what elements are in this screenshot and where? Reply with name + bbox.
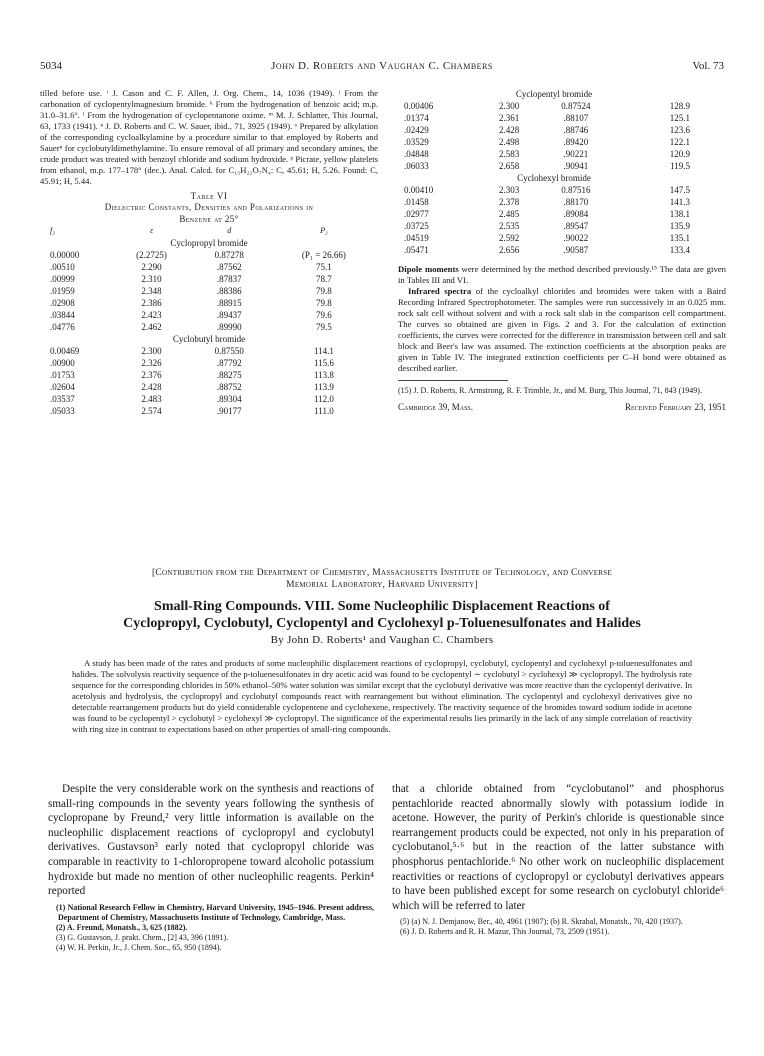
cell-epsilon: 2.428 [498, 125, 520, 135]
article-title-line-2: Cyclopropyl, Cyclobutyl, Cyclopentyl and Cyclohexyl p-Toluenesulfonates and Halides [123, 616, 641, 631]
cell-f2: .02908 [50, 298, 75, 308]
cell-f2: 0.00469 [50, 346, 80, 356]
cell-f2: .01458 [404, 197, 429, 207]
cell-epsilon: 2.583 [498, 149, 520, 159]
cell-epsilon: 2.498 [498, 137, 520, 147]
table-row [40, 249, 378, 261]
cell-d: .89547 [563, 221, 589, 231]
table-row [40, 297, 378, 309]
cell-d: 0.87524 [561, 101, 591, 111]
cell-f2: .01959 [50, 286, 75, 296]
contribution-line-1: [Contribution from the Department of Chemistry, Massachusetts Institute of Technology, and Converse [151, 568, 613, 578]
cell-d: .90221 [563, 149, 589, 159]
cell-epsilon: 2.485 [498, 209, 520, 219]
col-header-epsilon: ε [149, 226, 154, 235]
body-right-column [392, 782, 724, 937]
table-row [40, 273, 378, 285]
cell-f2: .03844 [50, 310, 75, 320]
cell-p2: 114.1 [313, 346, 334, 356]
cell-epsilon: 2.592 [498, 233, 520, 243]
cell-p2: 119.5 [670, 161, 690, 171]
footnote-3: (3) G. Gustavson, J. prakt. Chem., [2] 43, 396 (1891). [56, 932, 229, 942]
footnote-block: tilled before use. ᶦ J. Cason and C. F. Allen, J. Org. Chem., 14, 1036 (1949). ʲ From the carbonation of cyclopentylmagnesium bromide. ᵏ From the hydrogenation of benzoic acid; m.p. 31.0–31.6°. ˡ From the hydrogenation of cyclopentanone oxime. ᵐ M. J. Schlatter, This Journal, 63, 1733 (1941). ⁿ J. D. Roberts and C. W. Sauer, ibid., 71, 3925 (1949). ᵒ Prepared by alkylation of the corresponding cycloalkylamine by a procedure similar to that employed by Roberts and Sauerⁿ for cyclobutyldimethylamine. To ensure removal of all primary and secondary amines, the crude product was treated with benzoyl chloride and sodium hydroxide. ᵖ Picrate, yellow platelets from ethanol, m.p. 177–178° (dec.). Anal. Calcd. for C₁₅H₂₂O₇N₄: C, 45.61; H, 5.26. Found: C, 45.91; H, 5.44. [40, 88, 378, 186]
cell-f2: .01374 [404, 113, 429, 123]
left-upper-column [40, 88, 378, 417]
table-row [404, 148, 704, 160]
cell-d: .90022 [563, 233, 589, 243]
cell-d: .90587 [563, 245, 589, 255]
footnote-5: (5) (a) N. J. Demjanow, Ber., 40, 4961 (1907); (b) R. Skrabal, Monatsh., 70, 420 (1937). [400, 917, 683, 927]
cell-epsilon: 2.361 [498, 113, 520, 123]
table-row [40, 393, 378, 405]
cell-p2: 125.1 [669, 113, 690, 123]
cell-d: .87837 [216, 274, 242, 284]
cell-p2: 123.6 [669, 125, 690, 135]
cell-p2: 79.5 [316, 322, 332, 332]
table-row [404, 232, 704, 244]
cell-p2: 78.7 [316, 274, 332, 284]
cell-epsilon: 2.300 [498, 101, 520, 111]
table-row [404, 208, 704, 220]
cell-d: .90941 [563, 161, 589, 171]
table-row [404, 244, 704, 256]
cell-f2: .02604 [50, 382, 75, 392]
cell-d: .89420 [563, 137, 589, 147]
cell-p2: 122.1 [669, 137, 690, 147]
table-vi-continued [404, 88, 704, 256]
cell-epsilon: 2.535 [498, 221, 520, 231]
cell-f2: .01753 [50, 370, 75, 380]
cell-p2: 113.9 [313, 382, 334, 392]
cell-p2: 79.8 [316, 298, 332, 308]
cell-d: .88752 [216, 382, 242, 392]
cell-d: .88746 [563, 125, 589, 135]
cell-epsilon: 2.303 [498, 185, 520, 195]
footnotes-right [392, 917, 724, 937]
footnotes-left [48, 903, 374, 953]
cell-epsilon: 2.423 [141, 310, 162, 320]
volume-label: Vol. 73 [692, 60, 724, 72]
table-row [40, 357, 378, 369]
cell-epsilon: 2.378 [498, 197, 520, 207]
section-name: Cyclohexyl bromide [517, 173, 591, 183]
table-title-line-1: Dielectric Constants, Densities and Polarizations in [104, 202, 314, 212]
cell-f2: .02429 [404, 125, 429, 135]
cell-p2: 120.9 [669, 149, 690, 159]
cell-epsilon: 2.376 [141, 370, 162, 380]
cell-epsilon: 2.348 [141, 286, 162, 296]
table-vi [40, 225, 378, 417]
right-upper-column [398, 88, 726, 412]
page-number: 5034 [40, 60, 62, 72]
dipole-heading: Dipole moments [398, 264, 459, 274]
cell-epsilon: 2.326 [141, 358, 162, 368]
table-row [40, 321, 378, 333]
cell-p2: 128.9 [669, 101, 690, 111]
cell-f2: .04519 [404, 233, 429, 243]
ir-text: of the cycloalkyl chlorides and bromides were taken with a Baird Recording Infrared Spectrophotometer. The samples were run successively in an 0.025 mm. rock salt cell without solvent and with a rock salt slab in the comparison cell compartment. The curves so obtained are given in Figs. 2 and 3. For the calculation of extinction coefficients, the curves were corrected for the difference in transmission between cell and salt block and Beer's law was assumed. The extinction coefficients at the absorption peaks are given in Table IV. The integrated extinction coefficients per C–H bond were obtained as described earlier. [398, 286, 726, 373]
cell-d: 0.87278 [214, 250, 244, 260]
place-label: Cambridge 39, Mass. [398, 402, 474, 412]
section-header-row [404, 172, 704, 184]
abstract [72, 658, 692, 735]
dipole-text: were determined by the method described previously.¹⁵ The data are given in Tables III and VI. [398, 264, 726, 285]
running-head: John D. Roberts and Vaughan C. Chambers [271, 60, 493, 72]
cell-d: 0.87550 [214, 346, 244, 356]
col-header-p2: P₂ [320, 226, 328, 235]
cell-p2: 115.6 [313, 358, 334, 368]
body-paragraph: that a chloride obtained from “cyclobutanol” and phosphorus pentachloride reacted abnormally slowly with potassium iodide in acetone. However, the purity of Perkin's chloride is questionable since rearrangement products could be expected, not only in his preparation of cyclobutanol,⁵·⁶ but in the reaction of the latter substance with phosphorus pentachloride.⁶ No other work on nucleophilic displacement reactivities or reactions of cyclopropyl or cyclobutyl derivatives appears to have been published except for some research on cyclobutyl chloride⁶ which will be referred to later [392, 783, 724, 912]
table-row [404, 136, 704, 148]
cell-d: .87562 [216, 262, 242, 272]
cell-d: .89437 [216, 310, 242, 320]
cell-p2: (P₁ = 26.66) [301, 250, 346, 260]
cell-p2: 133.4 [669, 245, 690, 255]
cell-p2: 141.3 [669, 197, 690, 207]
running-header [40, 60, 724, 76]
table-title-line-2: Benzene at 25° [179, 214, 239, 224]
table-title [40, 201, 378, 225]
article-title [40, 598, 724, 632]
section-name: Cyclobutyl bromide [172, 334, 246, 344]
footnote-divider [398, 380, 508, 381]
table-row [404, 124, 704, 136]
cell-epsilon: 2.300 [141, 346, 162, 356]
cell-d: .90177 [216, 406, 242, 416]
cell-p2: 113.8 [313, 370, 334, 380]
cell-p2: 147.5 [669, 185, 690, 195]
cell-d: .88107 [563, 113, 589, 123]
cell-f2: .00999 [50, 274, 75, 284]
cell-epsilon: 2.428 [141, 382, 162, 392]
cell-f2: .05033 [50, 406, 75, 416]
cell-f2: .05471 [404, 245, 429, 255]
footnote-2: (2) A. Freund, Monatsh., 3, 625 (1882). [56, 922, 188, 932]
table-row [404, 112, 704, 124]
experimental-footnotes [40, 88, 378, 187]
table-row [404, 220, 704, 232]
cell-epsilon: 2.574 [141, 406, 162, 416]
contribution-line-2: Memorial Laboratory, Harvard University] [286, 580, 478, 590]
cell-f2: 0.00000 [50, 250, 80, 260]
cell-d: .87792 [216, 358, 242, 368]
footnote-6: (6) J. D. Roberts and R. H. Mazur, This Journal, 73, 2509 (1951). [400, 927, 610, 937]
table-row [40, 381, 378, 393]
cell-f2: .00900 [50, 358, 75, 368]
cell-p2: 138.1 [669, 209, 690, 219]
section-header-row [40, 333, 378, 345]
cell-f2: .04776 [50, 322, 75, 332]
col-header-d: d [227, 226, 232, 235]
col-header-f2: f₂ [50, 226, 56, 235]
cell-epsilon: 2.656 [498, 245, 520, 255]
table-caption: Table VI [190, 191, 228, 201]
table-header-row [40, 225, 378, 237]
cell-p2: 112.0 [313, 394, 334, 404]
cell-epsilon: 2.483 [141, 394, 162, 404]
cell-d: .88915 [216, 298, 242, 308]
byline: By John D. Roberts¹ and Vaughan C. Chambers [270, 634, 494, 646]
body-paragraph: Despite the very considerable work on the synthesis and reactions of small-ring compounds in the seventy years following the synthesis of cyclopropane by Freund,² very little information is available on the nucleophilic displacement reactions of cyclopropyl and cyclobutyl derivatives. Gustavson³ early noted that cyclopropyl chloride was comparable in reactivity to 1-chloropropene toward alcoholic potassium hydroxide but made no mention of other nucleophilic reagents. Perkin⁴ reported [48, 783, 374, 898]
cell-p2: 75.1 [316, 262, 332, 272]
ir-heading: Infrared spectra [408, 286, 472, 296]
cell-f2: .03537 [50, 394, 75, 404]
cell-epsilon: 2.462 [141, 322, 162, 332]
table-row [40, 405, 378, 417]
section-header-row [40, 237, 378, 249]
cell-d: .88275 [216, 370, 242, 380]
cell-f2: .03725 [404, 221, 429, 231]
table-row [40, 285, 378, 297]
section-name: Cyclopentyl bromide [515, 89, 593, 99]
cell-epsilon: 2.386 [141, 298, 162, 308]
footnote-1: (1) National Research Fellow in Chemistry, Harvard University, 1945–1946. Present address, Department of Chemistry, Massachusetts Institute of Technology, Cambridge, Mass. [56, 902, 374, 922]
footnote-15: (15) J. D. Roberts, R. Armstrong, R. F. Trimble, Jr., and M. Burg, This Journal, 71, 843 (1949). [398, 386, 702, 395]
table-row [404, 160, 704, 172]
table-row [40, 309, 378, 321]
cell-f2: 0.00406 [404, 101, 434, 111]
received-date: Received February 23, 1951 [624, 402, 726, 412]
cell-epsilon: 2.290 [141, 262, 162, 272]
table-row [40, 261, 378, 273]
article-title-line-1: Small-Ring Compounds. VIII. Some Nucleophilic Displacement Reactions of [154, 599, 610, 614]
contribution-note [40, 567, 724, 591]
table-row [404, 184, 704, 196]
abstract-text: A study has been made of the rates and products of some nucleophilic displacement reactions of cyclopropyl, cyclobutyl, cyclopentyl and cyclohexyl p-toluenesulfonates and halides. The solvolysis reactivity sequence of the p-toluenesulfonates in dry acetic acid was found to be cyclopentyl ∼ cyclobutyl > cyclohexyl ≫ cyclopropyl. The hydrolysis rate sequence for the corresponding chlorides in 50% ethanol–50% water solution was similar except that the cyclobutyl derivative was more reactive than the cyclopentyl derivative. In acetolysis and hydrolysis, the cyclopropyl and cyclobutyl compounds react with rearrangement but without elimination. The cyclopentyl and cyclohexyl derivatives give no detectable rearrangement products but do yield considerable cyclopentene and cyclohexene, respectively. The reactivity sequence of the bromides toward sodium iodide in acetone was found to be cyclopentyl > cyclobutyl > cyclohexyl ≫ cyclopropyl. The significance of the experimental results lies primarily in the lack of any simple correlation of reactivity with ring size in contrast to expectations based on other properties of small-ring compounds. [72, 658, 692, 734]
cell-d: .88170 [563, 197, 589, 207]
cell-epsilon: 2.310 [141, 274, 162, 284]
received-line [398, 402, 726, 412]
cell-f2: .04848 [404, 149, 429, 159]
cell-p2: 111.0 [314, 406, 334, 416]
table-row [40, 345, 378, 357]
table-row [404, 100, 704, 112]
dipole-paragraph [398, 264, 726, 374]
cell-epsilon: (2.2725) [136, 250, 167, 260]
cell-d: 0.87516 [561, 185, 591, 195]
cell-epsilon: 2.658 [498, 161, 520, 171]
cell-d: .89304 [216, 394, 242, 404]
cell-d: .89084 [563, 209, 589, 219]
cell-d: .89990 [216, 322, 242, 332]
cell-f2: .06033 [404, 161, 429, 171]
cell-f2: .00510 [50, 262, 75, 272]
cell-f2: .02977 [404, 209, 429, 219]
cell-p2: 79.8 [316, 286, 332, 296]
body-left-column [48, 782, 374, 953]
cell-f2: .03529 [404, 137, 429, 147]
cell-p2: 79.6 [316, 310, 332, 320]
cell-p2: 135.9 [669, 221, 690, 231]
table-row [40, 369, 378, 381]
cell-d: .88386 [216, 286, 242, 296]
table-row [404, 196, 704, 208]
footnote-4: (4) W. H. Perkin, Jr., J. Chem. Soc., 65, 950 (1894). [56, 942, 222, 952]
section-name: Cyclopropyl bromide [170, 238, 248, 248]
cell-f2: 0.00410 [404, 185, 434, 195]
section-header-row [404, 88, 704, 100]
cell-p2: 135.1 [669, 233, 690, 243]
